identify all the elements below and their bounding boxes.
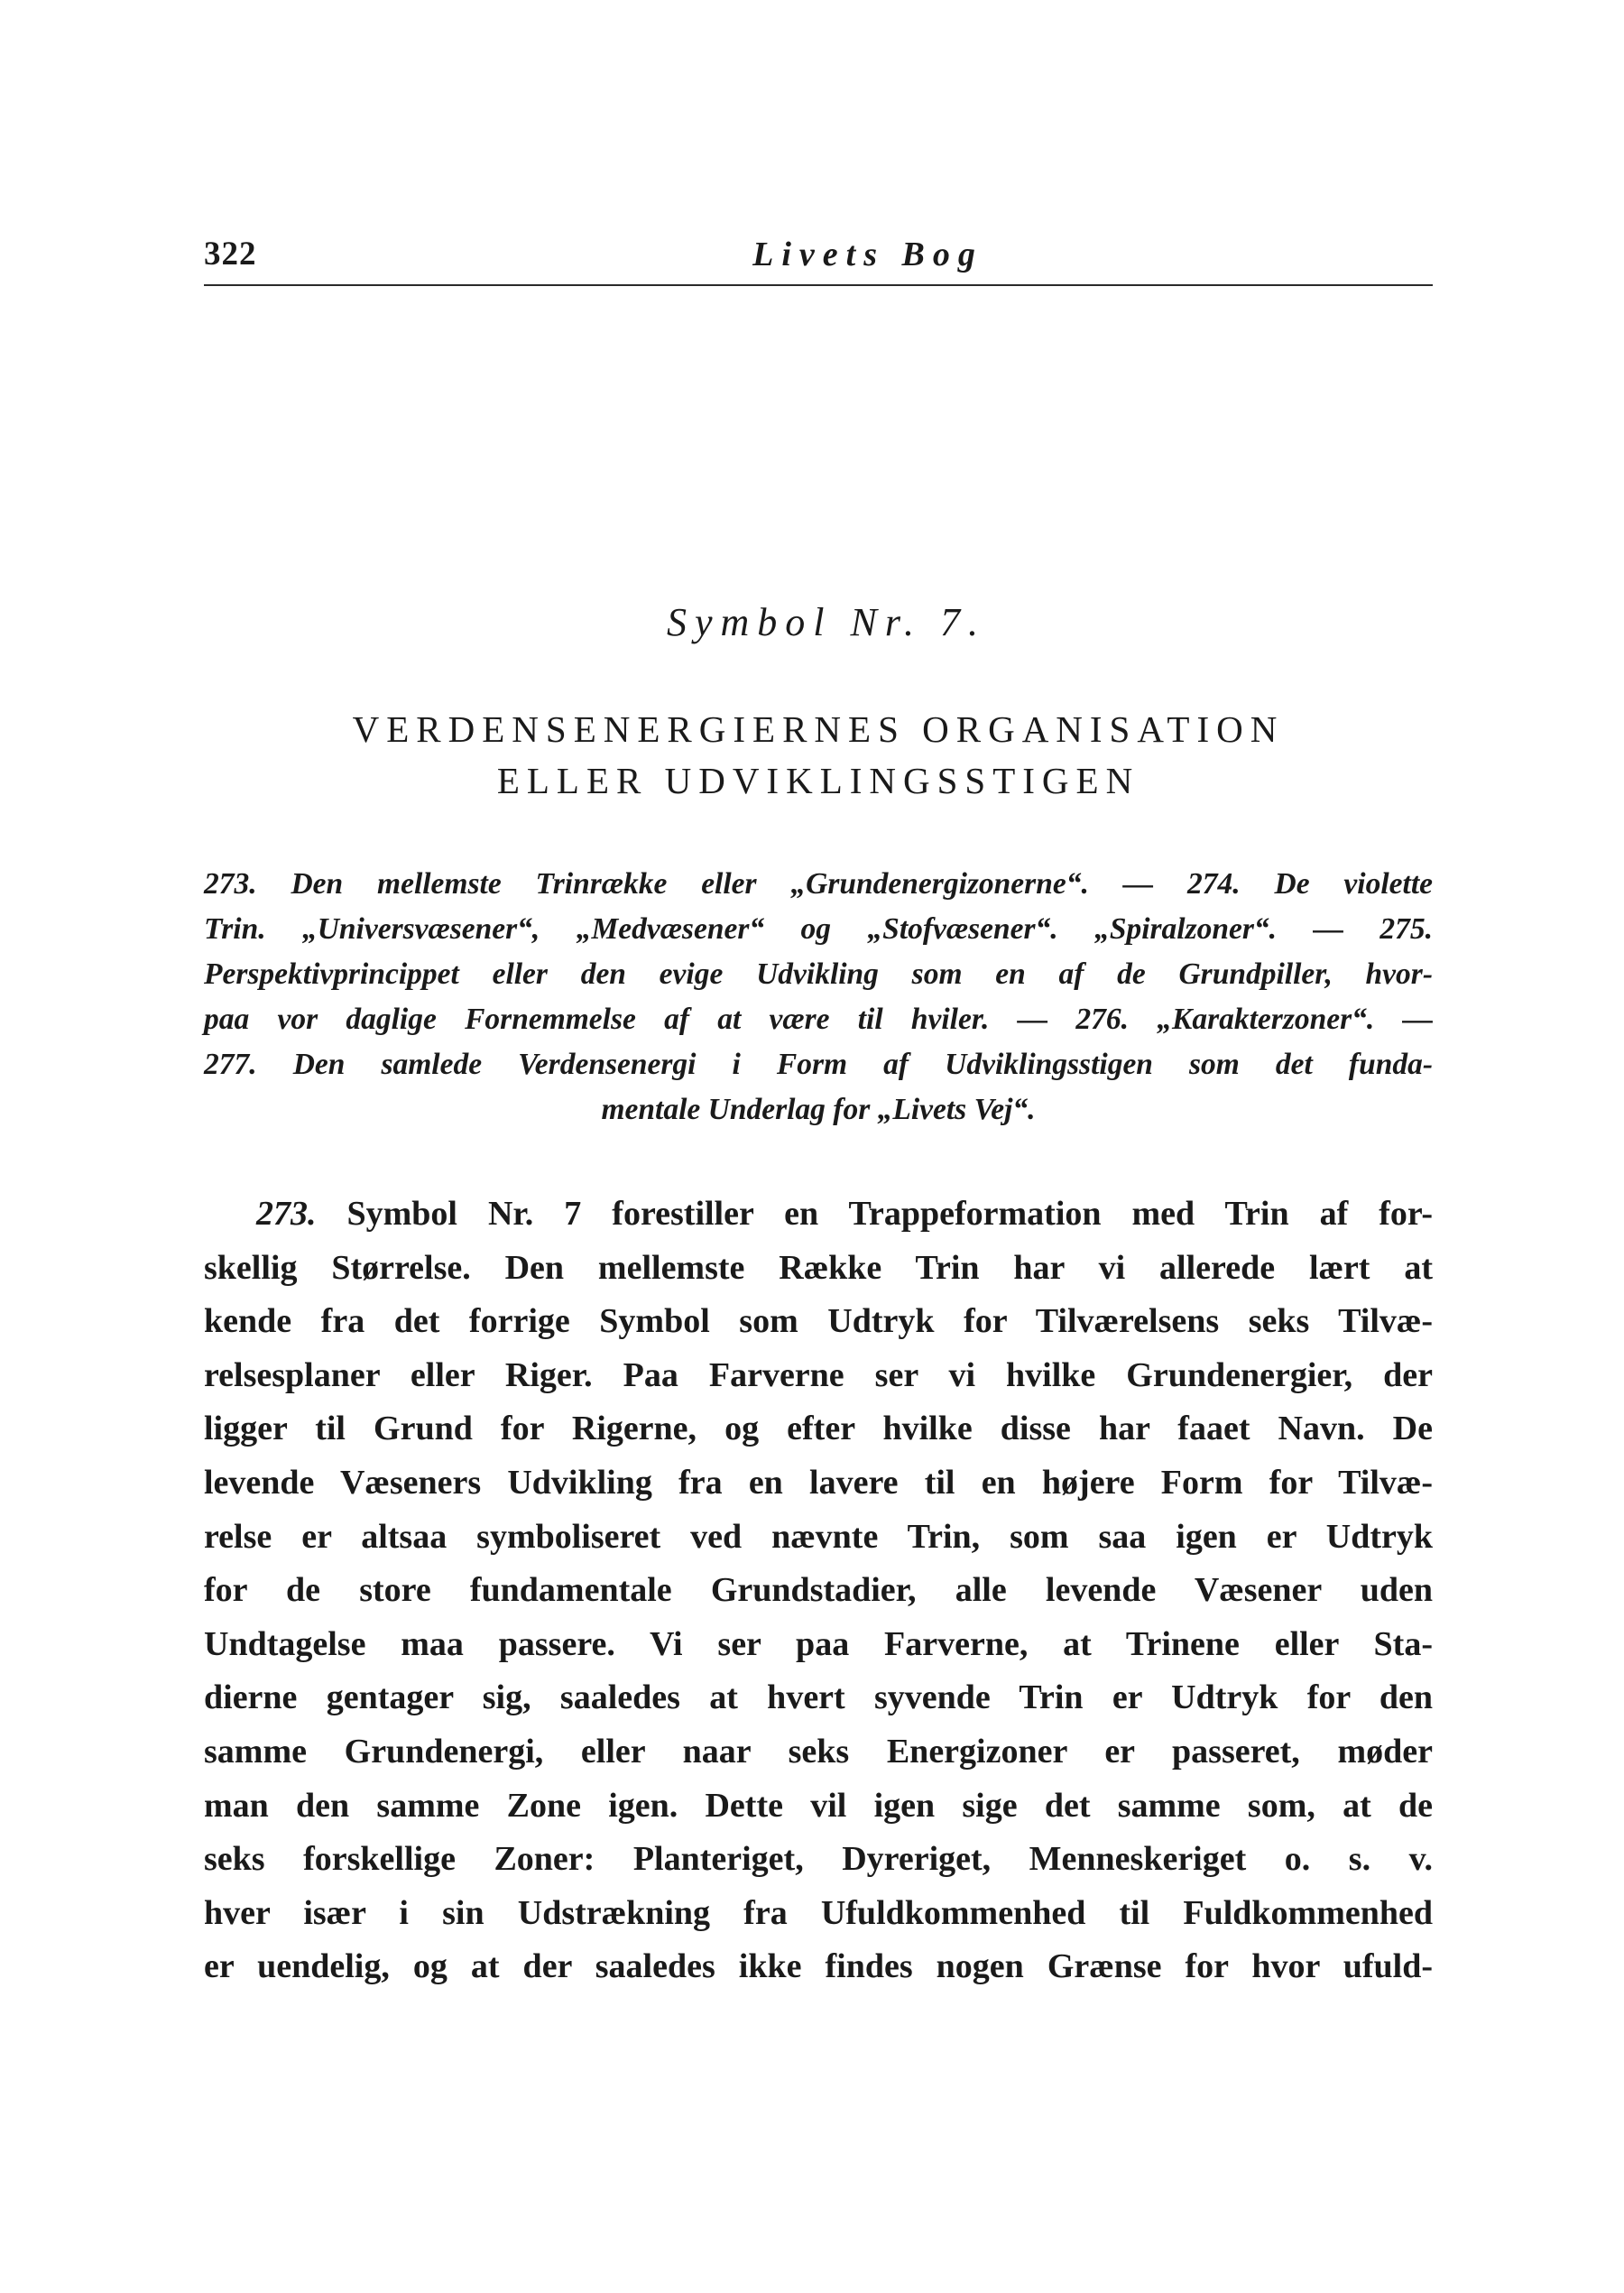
body-line: kende fra det forrige Symbol som Udtryk for Tilværelsens seks Tilvæ- [204,1302,1433,1341]
body-line: hver især i sin Udstrækning fra Ufuldkommenhed til Fuldkommenhed [204,1893,1433,1932]
body-line: relsesplaner eller Riger. Paa Farverne ser vi hvilke Grundenergier, der [204,1355,1433,1394]
summary-line: Perspektivprincippet eller den evige Udvikling som en af de Grundpiller, hvor- [204,957,1433,991]
body-line: ligger til Grund for Rigerne, og efter hvilke disse har faaet Navn. De [204,1410,1433,1448]
page-number: 322 [204,236,257,273]
body-line: Undtagelse maa passere. Vi ser paa Farverne, at Trinene eller Sta- [204,1624,1433,1663]
running-head [204,227,1433,282]
body-line-text: Symbol Nr. 7 forestiller en Trappeformation med Trin af for- [346,1195,1433,1233]
header-rule [204,284,1433,286]
chapter-summary [204,862,1433,1133]
body-line: relse er altsaa symboliseret ved nævnte Trin, som saa igen er Udtryk [204,1517,1433,1556]
body-line [204,1188,1433,1242]
body-line: dierne gentager sig, saaledes at hvert syvende Trin er Udtryk for den [204,1678,1433,1717]
summary-line: Trin. „Universvæsener“, „Medvæsener“ og „Stofvæsener“. „Spiralzoner“. — 275. [204,912,1433,946]
body-line: er uendelig, og at der saaledes ikke findes nogen Grænse for hvor ufuld- [204,1947,1433,1986]
symbol-heading: Symbol Nr. 7. [666,600,987,644]
body-line: for de store fundamentale Grundstadier, alle levende Væsener uden [204,1571,1433,1610]
body-line: samme Grundenergi, eller naar seks Energizoner er passeret, møder [204,1732,1433,1771]
body-line: skellig Størrelse. Den mellemste Række Trin har vi allerede lært at [204,1248,1433,1287]
body-paragraph [204,1188,1433,1994]
chapter-title-line-2: ELLER UDVIKLINGSSTIGEN [496,760,1140,801]
running-book-title: Livets Bog [752,236,983,273]
body-line: seks forskellige Zoner: Planteriget, Dyreriget, Menneskeriget o. s. v. [204,1840,1433,1879]
body-line: levende Væseners Udvikling fra en lavere til en højere Form for Tilvæ- [204,1463,1433,1502]
chapter-title-line-1: VERDENSENERGIERNES ORGANISATION [352,708,1285,750]
summary-line: 273. Den mellemste Trinrække eller „Grundenergizonerne“. — 274. De violette [204,867,1433,901]
summary-line: paa vor daglige Fornemmelse af at være til hviler. — 276. „Karakterzoner“. — [204,1003,1433,1036]
summary-line: mentale Underlag for „Livets Vej“. [601,1093,1036,1126]
body-line: man den samme Zone igen. Dette vil igen sige det samme som, at de [204,1786,1433,1825]
section-number: 273. [256,1195,317,1233]
summary-line: 277. Den samlede Verdensenergi i Form af Udviklingsstigen som det funda- [204,1048,1433,1081]
